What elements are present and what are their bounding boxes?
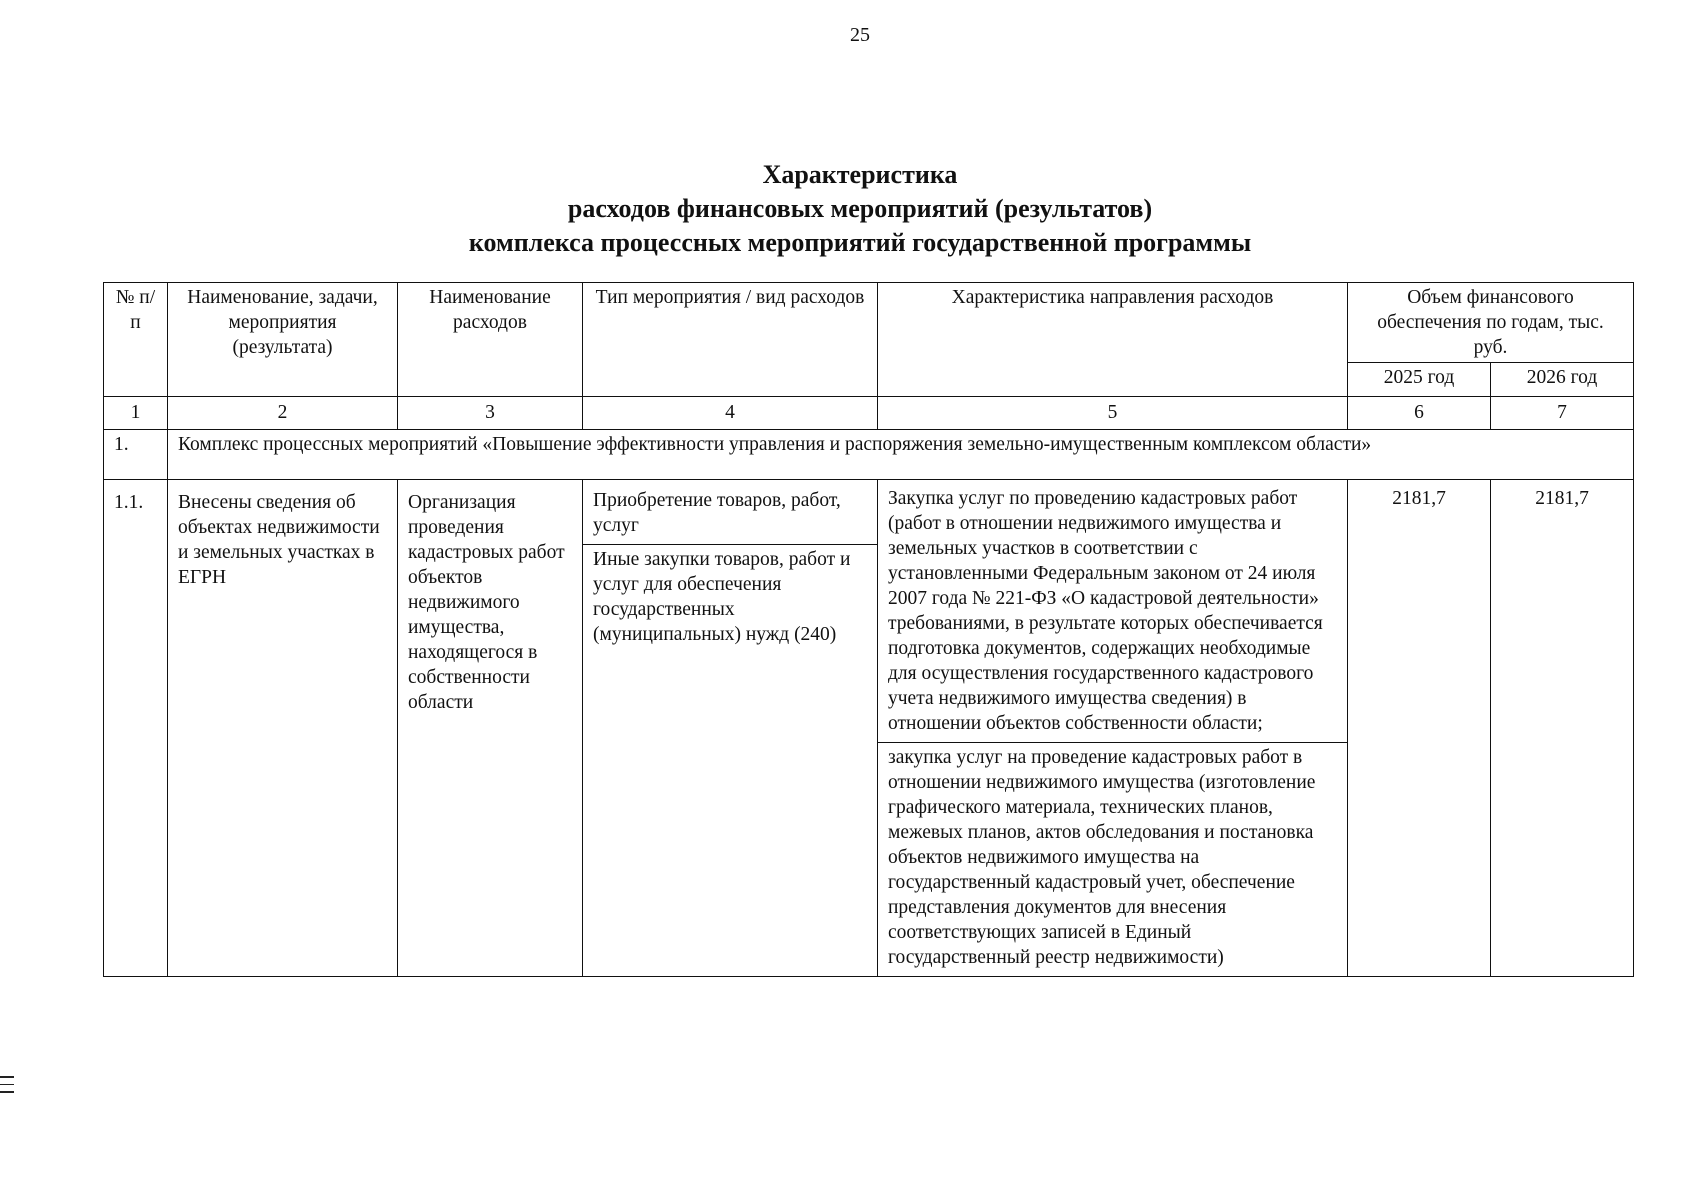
row-type-bottom: Иные закупки товаров, работ и услуг для обеспечения государственных (муниципальных) нужд (240): [583, 544, 877, 653]
header-year-2026: 2026 год: [1491, 363, 1634, 397]
row-task: Внесены сведения об объектах недвижимости и земельных участках в ЕГРН: [168, 480, 398, 977]
margin-line: [0, 1076, 14, 1078]
title-line-1: Характеристика: [762, 160, 958, 189]
header-type: Тип мероприятия / вид расходов: [583, 283, 878, 397]
column-number: 6: [1348, 397, 1491, 430]
row-amount-2025: 2181,7: [1348, 480, 1491, 977]
row-characteristic-1: Закупка услуг по проведению кадастровых работ (работ в отношении недвижимого имущества и земельных участков в соответствии с установленными Федеральным законом от 24 июля 2007 года № 221-ФЗ «О кадастровой деятельности» требованиями, в результате которых обеспечивается подготовка документов, содержащих необходимые для осуществления государственного кадастрового учета недвижимого имущества сведения) в отношении объектов собственности области;: [888, 488, 1323, 734]
header-funding: Объем финансового обеспечения по годам, тыс. руб.: [1348, 283, 1634, 363]
row-characteristic-2: закупка услуг на проведение кадастровых работ в отношении недвижимого имущества (изготовление графического материала, технических планов, межевых планов, актов обследования и постановка объектов недвижимого имущества на государственный кадастровый учет, обеспечение представления документов для внесения соответствующих записей в Единый государственный реестр недвижимости): [878, 742, 1347, 976]
header-year-2025: 2025 год: [1348, 363, 1491, 397]
header-row: [104, 283, 1634, 363]
column-number: 2: [168, 397, 398, 430]
column-numbers-row: [104, 397, 1634, 430]
expenses-table: [103, 282, 1634, 977]
header-characteristic: Характеристика направления расходов: [878, 283, 1348, 397]
column-number: 3: [398, 397, 583, 430]
margin-line: [0, 1084, 14, 1086]
header-number: № п/п: [104, 283, 168, 397]
column-number: 4: [583, 397, 878, 430]
title-line-2: расходов финансовых мероприятий (результатов): [567, 194, 1153, 223]
section-row: [104, 430, 1634, 480]
title-line-3: комплекса процессных мероприятий государственной программы: [468, 228, 1252, 257]
row-type-cell: [583, 480, 878, 977]
header-expense-name: Наименование расходов: [398, 283, 583, 397]
section-title: Комплекс процессных мероприятий «Повышение эффективности управления и распоряжения земельно-имущественным комплексом области»: [168, 430, 1634, 480]
header-task: Наименование, задачи, мероприятия (результата): [168, 283, 398, 397]
row-expense-name: Организация проведения кадастровых работ объектов недвижимого имущества, находящегося в собственности области: [398, 480, 583, 977]
row-type-top: Приобретение товаров, работ, услуг: [593, 490, 841, 536]
column-number: 7: [1491, 397, 1634, 430]
table-row: [104, 480, 1634, 977]
row-amount-2026: 2181,7: [1491, 480, 1634, 977]
section-number: 1.: [104, 430, 168, 480]
row-number: 1.1.: [104, 480, 168, 977]
page-number: 25: [850, 24, 870, 46]
margin-mark: [0, 1076, 14, 1099]
document-title: [0, 158, 1697, 260]
margin-line: [0, 1091, 14, 1093]
row-characteristic-cell: [878, 480, 1348, 977]
column-number: 5: [878, 397, 1348, 430]
column-number: 1: [104, 397, 168, 430]
